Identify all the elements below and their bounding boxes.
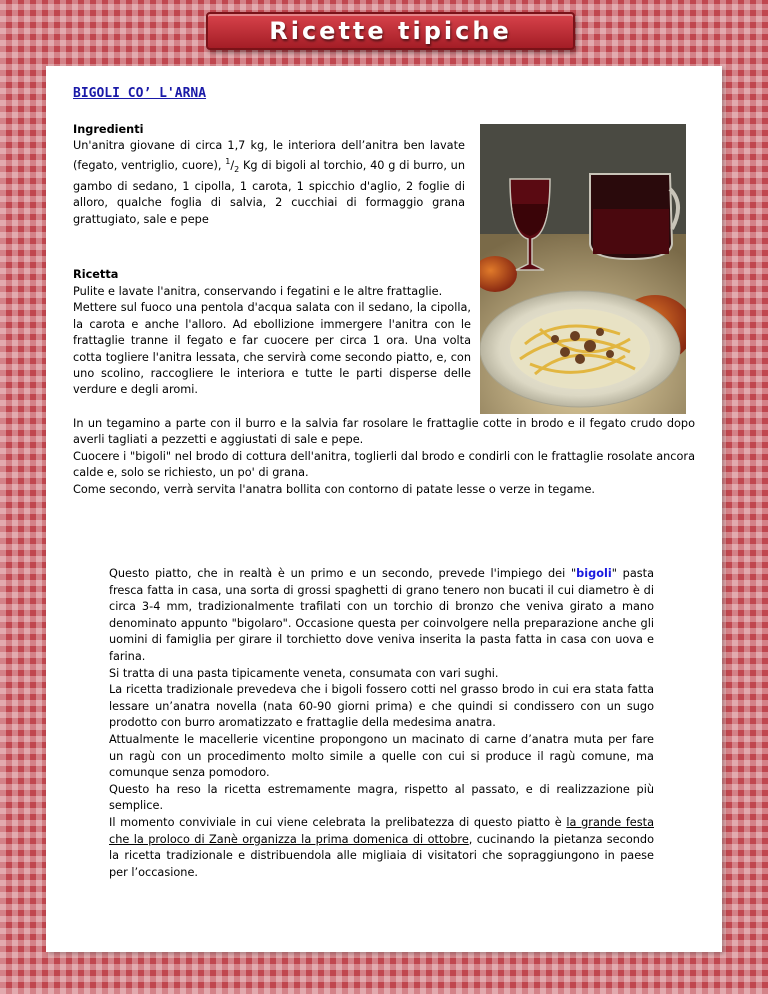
header-banner <box>206 12 575 50</box>
ingredients-heading: Ingredienti <box>73 123 144 136</box>
recipe-title: BIGOLI CO’ L'ARNA <box>73 86 207 101</box>
info-p1-end: " pasta fresca fatta in casa, una sorta di grossi spaghetti di grano tenero non bucati il cui diametro è di circa 3-4 mm, tradizionalmente trafilati con un torchio di bronzo che veniva girato a mano denominato appunto "bigolaro". Occasione questa per coinvolgere nella preparazione anche gli uomini di famiglia per girare il torchietto dove veniva inserita la pasta fatta in casa con uova e farina. <box>109 567 654 663</box>
fraction-denominator: 2 <box>234 165 240 175</box>
info-paragraph-5: Questo ha reso la ricetta estremamente magra, rispetto al passato, e di realizzazione più semplice. <box>109 782 654 813</box>
ingredients-text: Un'anitra giovane di circa 1,7 kg, le interiora dell’anitra ben lavate (fegato, ventriglio, cuore), $^1/_2$ Kg di bigoli al torchio, 40 g di burro, un gambo di sedano, 1 cipolla, 1 carota, 1 spicchio d'aglio, 2 foglie di alloro, qualche foglia di salvia, 2 cucchiai di formaggio grana grattugiato, sale e pepe <box>73 139 465 226</box>
method-paragraph-4: Cuocere i "bigoli" nel brodo di cottura dell'anitra, toglierli dal brodo e condirli con le frattaglie rosolate ancora calde e, solo se richiesto, un po' di grana. <box>73 449 695 480</box>
info-paragraph-6 <box>109 815 654 881</box>
info-section <box>109 566 654 881</box>
method-paragraph-2: Mettere sul fuoco una pentola d'acqua salata con il sedano, la cipolla, la carota e anche l'alloro. Ad ebollizione immergere l'anitra con le frattaglie tranne il fegato e far cuocere per circa 1 ora. Una volta cotta togliere l'anitra lessata, che servirà come secondo piatto, e, con uno scolino, raccogliere le interiora e tutte le parti disperse delle verdure e degli aromi. <box>73 301 471 397</box>
method-paragraph-3: In un tegamino a parte con il burro e la salvia far rosolare le frattaglie cotte in brodo e il fegato crudo dopo averli tagliati a pezzetti e aggiustati di sale e pepe. <box>73 417 695 447</box>
fraction-numerator: 1 <box>225 157 231 167</box>
info-paragraph-4: Attualmente le macellerie vicentine propongono un macinato di carne d’anatra muta per fare un ragù con un procedimento molto simile a quelle con cui si produce il ragù comune, ma comunque senza pomodoro. <box>109 732 654 780</box>
info-paragraph-2: Si tratta di una pasta tipicamente veneta, consumata con vari sughi. <box>109 666 499 680</box>
dish-photo-illustration <box>480 124 686 414</box>
method-paragraph-5: Come secondo, verrà servita l'anatra bollita con contorno di patate lesse o verze in tegame. <box>73 482 595 496</box>
festa-link[interactable]: la grande festa che la proloco di Zanè organizza la prima domenica di ottobre <box>109 815 654 846</box>
info-paragraph-1 <box>109 566 654 666</box>
info-paragraph-3: La ricetta tradizionale prevedeva che i bigoli fossero cotti nel grasso brodo in cui era stata fatta lessare un’anatra novella (nata 60-90 giorni prima) e che quindi si condissero con un sugo prodotto con burro aromatizzato e frattaglie della medesima anatra. <box>109 683 654 730</box>
info-p6-end: , cucinando la pietanza secondo la ricetta tradizionale e distribuendola alle migliaia di visitatori che sopraggiungono in paese per l’occasione. <box>109 832 654 879</box>
method-narrow <box>73 284 471 399</box>
info-p1-start: Questo piatto, che in realtà è un primo e un secondo, prevede l'impiego dei " <box>109 567 577 580</box>
ingredients-part1: Un'anitra giovane di circa 1,7 kg, le interiora dell’anitra ben lavate (fegato, ventriglio, cuore), <box>73 139 465 173</box>
ingredients-part2: Kg di bigoli al torchio, 40 g di burro, un gambo di sedano, 1 cipolla, 1 carota, 1 spicchio d'aglio, 2 foglie di alloro, qualche foglia di salvia, 2 cucchiai di formaggio grana grattugiato, sale e pepe <box>73 159 465 226</box>
banner-title: Ricette tipiche <box>269 17 512 45</box>
method-wide <box>73 416 695 498</box>
method-heading: Ricetta <box>73 268 119 281</box>
recipe-page <box>46 66 722 952</box>
info-p6-start: Il momento conviviale in cui viene celebrata la prelibatezza di questo piatto è <box>109 815 567 829</box>
dish-photo <box>480 124 686 414</box>
method-paragraph-1: Pulite e lavate l'anitra, conservando i fegatini e le altre frattaglie. <box>73 285 443 298</box>
bigoli-highlight: bigoli <box>576 567 612 580</box>
